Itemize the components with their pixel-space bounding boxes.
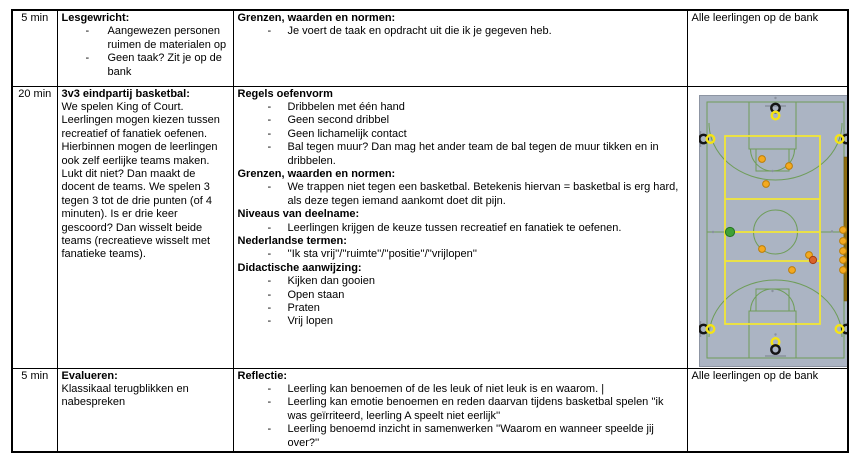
note-label: Alle leerlingen op de bank — [691, 369, 819, 382]
bullet-item: - We trappen niet tegen een basketbal. Betekenis hiervan = basketbal is erg hard, als deze tegen iemand aankomt doet dit pijn. — [238, 181, 683, 208]
bullet-item: - Kijken dan gooien — [238, 275, 683, 288]
table-row — [12, 86, 848, 368]
bullet-item: - Leerlingen krijgen de keuze tussen recreatief en fanatiek te oefenen. — [238, 222, 683, 235]
section-title: Grenzen, waarden en normen: — [237, 12, 396, 24]
activity-title: 3v3 eindpartij basketbal: — [61, 87, 190, 100]
bullet-list — [238, 383, 683, 450]
bullet-list — [62, 25, 229, 79]
note-cell[interactable] — [687, 10, 848, 86]
activity-cell[interactable] — [57, 368, 233, 452]
bullet-item: - ''Ik sta vrij''/''ruimte''/''positie''/''vrijlopen'' — [238, 248, 683, 261]
bullet-list — [238, 248, 683, 261]
details-cell[interactable] — [233, 10, 687, 86]
basketball-court-diagram — [699, 95, 849, 367]
note-label: Alle leerlingen op de bank — [691, 12, 819, 24]
section-title: Grenzen, waarden en normen: — [237, 167, 396, 180]
bullet-list — [238, 181, 683, 208]
bullet-item: - Dribbelen met één hand — [238, 101, 683, 114]
bullet-item: - Je voert de taak en opdracht uit die ik je gegeven heb. — [238, 25, 683, 38]
bullet-item: - Open staan — [238, 289, 683, 302]
student-marker — [758, 155, 765, 162]
bullet-list — [238, 25, 683, 38]
bullet-list — [238, 101, 683, 168]
activity-paragraph: We spelen King of Court. Leerlingen mogen kiezen tussen recreatief of fanatiek oefenen. Hierbinnen mogen de leerlingen ook zelf eerlijke teams maken. Lukt dit niet? Dan maakt de docent de teams. We spelen 3 tegen 3 tot de drie punten (of 4 minuten). Is er drie keer gescoord? Dan wisselt beide teams (recreatieve wisselt met fanatieke teams). — [61, 100, 220, 261]
section-title: Didactische aanwijzing: — [237, 261, 362, 274]
bullet-item: - Geen second dribbel — [238, 114, 683, 127]
table-row — [12, 368, 848, 452]
activity-cell[interactable] — [57, 10, 233, 86]
bullet-item: - Vrij lopen — [238, 315, 683, 328]
student-marker — [758, 245, 765, 252]
time-label: 5 min — [21, 12, 49, 24]
time-cell[interactable] — [12, 368, 57, 452]
bullet-item: - Leerling kan emotie benoemen en reden daarvan tijdens basketbal spelen ''ik was geïrriteerd, leerling A speelt niet eerlijk'' — [238, 396, 683, 423]
activity-paragraph: Klassikaal terugblikken en nabespreken — [61, 382, 189, 409]
note-cell[interactable] — [687, 368, 848, 452]
student-marker — [762, 180, 769, 187]
section-title: Nederlandse termen: — [237, 234, 347, 247]
bullet-item: - Geen taak? Zit je op de bank — [62, 52, 229, 79]
activity-title: Lesgewricht: — [61, 12, 130, 24]
section-title: Reflectie: — [237, 369, 288, 382]
student-marker — [839, 256, 846, 263]
bullet-item: - Leerling kan benoemen of de les leuk of niet leuk is en waarom. | — [238, 383, 683, 396]
court-image — [699, 95, 849, 367]
student-marker — [839, 247, 846, 254]
table-row — [12, 10, 848, 86]
time-cell[interactable] — [12, 10, 57, 86]
bullet-list — [238, 222, 683, 235]
details-cell[interactable] — [233, 86, 687, 368]
activity-cell[interactable] — [57, 86, 233, 368]
teacher-marker — [725, 227, 734, 236]
time-label: 5 min — [21, 369, 49, 382]
bullet-item: - Leerling benoemd inzicht in samenwerken ''Waarom en wanneer speelde jij over?'' — [238, 423, 683, 450]
section-title: Niveaus van deelname: — [237, 208, 360, 221]
basketball-marker — [809, 256, 816, 263]
time-cell[interactable] — [12, 86, 57, 368]
bullet-item: - Bal tegen muur? Dan mag het ander team de bal tegen de muur tikken en in dribbelen. — [238, 141, 683, 168]
student-marker — [839, 266, 846, 273]
activity-title: Evalueren: — [61, 369, 118, 382]
details-cell[interactable] — [233, 368, 687, 452]
bullet-list — [238, 275, 683, 329]
court-cell[interactable] — [687, 86, 848, 368]
bullet-item: - Aangewezen personen ruimen de materialen op — [62, 25, 229, 52]
student-marker — [839, 237, 846, 244]
lesson-plan-table — [11, 9, 849, 453]
bullet-item: - Geen lichamelijk contact — [238, 128, 683, 141]
section-title: Regels oefenvorm — [237, 87, 333, 100]
student-marker — [839, 226, 846, 233]
student-marker — [788, 266, 795, 273]
time-label: 20 min — [18, 87, 52, 100]
bullet-item: - Praten — [238, 302, 683, 315]
student-marker — [785, 162, 792, 169]
